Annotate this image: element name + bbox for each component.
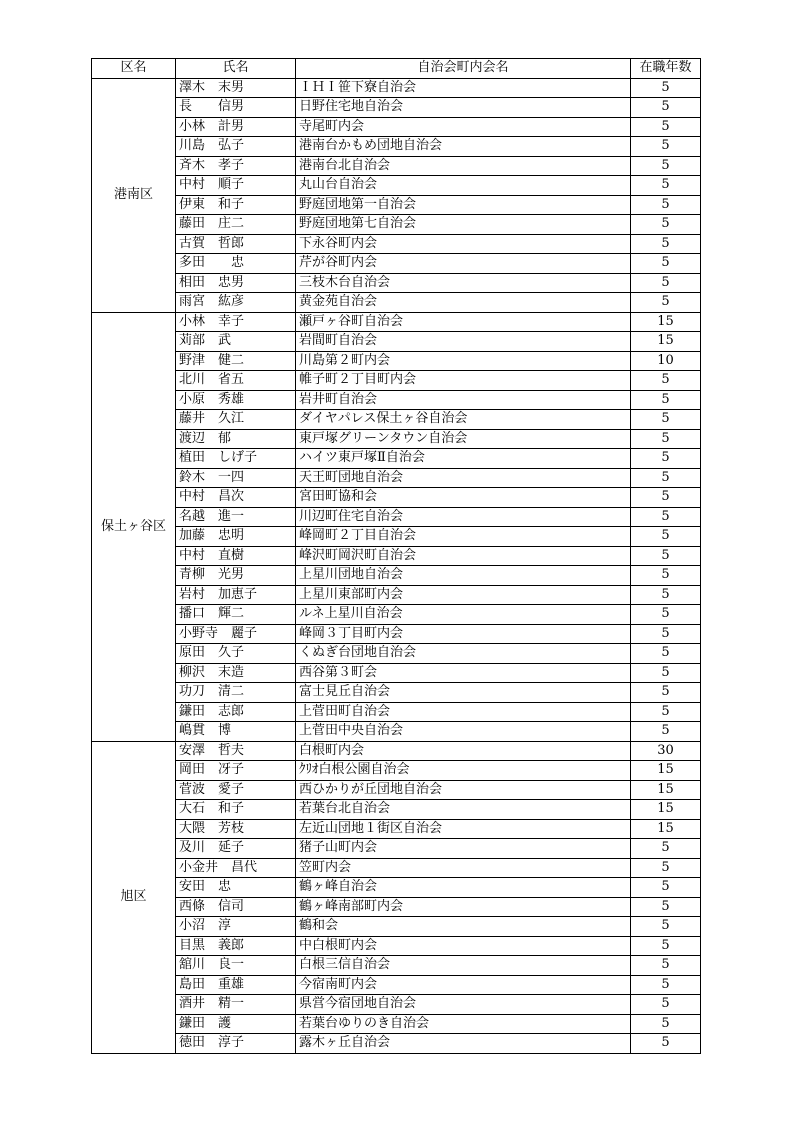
name-cell: 島田 重雄 xyxy=(176,975,296,995)
association-cell: 上菅田町自治会 xyxy=(296,702,631,722)
name-cell: 菅波 愛子 xyxy=(176,780,296,800)
table-row xyxy=(92,936,701,956)
table-row xyxy=(92,975,701,995)
association-cell: 西谷第３町会 xyxy=(296,663,631,683)
association-cell: 下永谷町内会 xyxy=(296,234,631,254)
table-row xyxy=(92,488,701,508)
table-row xyxy=(92,332,701,352)
years-cell: 5 xyxy=(631,975,701,995)
association-cell: 東戸塚グリーンタウン自治会 xyxy=(296,429,631,449)
name-cell: 多田 忠 xyxy=(176,254,296,274)
name-cell: 野津 健二 xyxy=(176,351,296,371)
name-cell: 鈴木 一四 xyxy=(176,468,296,488)
association-cell: 上星川団地自治会 xyxy=(296,566,631,586)
years-cell: 5 xyxy=(631,137,701,157)
association-cell: 富士見丘自治会 xyxy=(296,683,631,703)
table-row xyxy=(92,429,701,449)
association-cell: ルネ上星川自治会 xyxy=(296,605,631,625)
table-row xyxy=(92,858,701,878)
name-cell: 小沼 淳 xyxy=(176,917,296,937)
years-cell: 5 xyxy=(631,663,701,683)
association-cell: 岩井町自治会 xyxy=(296,390,631,410)
table-row xyxy=(92,273,701,293)
years-cell: 5 xyxy=(631,683,701,703)
association-cell: 港南台かもめ団地自治会 xyxy=(296,137,631,157)
table-row xyxy=(92,215,701,235)
table-row xyxy=(92,410,701,430)
name-cell: 及川 延子 xyxy=(176,839,296,859)
table-row xyxy=(92,468,701,488)
years-cell: 15 xyxy=(631,761,701,781)
association-cell: 野庭団地第七自治会 xyxy=(296,215,631,235)
header-name: 氏名 xyxy=(176,59,296,79)
years-cell: 5 xyxy=(631,839,701,859)
association-cell: 若葉台ゆりのき自治会 xyxy=(296,1014,631,1034)
name-cell: 藤田 庄二 xyxy=(176,215,296,235)
association-cell: 宮田町協和会 xyxy=(296,488,631,508)
association-cell: 今宿南町内会 xyxy=(296,975,631,995)
name-cell: 鎌田 護 xyxy=(176,1014,296,1034)
years-cell: 15 xyxy=(631,780,701,800)
years-cell: 5 xyxy=(631,371,701,391)
table-row xyxy=(92,293,701,313)
table-row xyxy=(92,897,701,917)
association-cell: 黄金苑自治会 xyxy=(296,293,631,313)
association-cell: 上菅田中央自治会 xyxy=(296,722,631,742)
association-cell: 左近山団地１街区自治会 xyxy=(296,819,631,839)
table-row xyxy=(92,956,701,976)
years-cell: 5 xyxy=(631,1034,701,1054)
table-row xyxy=(92,507,701,527)
header-ward: 区名 xyxy=(92,59,176,79)
association-cell: ＩＨＩ笹下寮自治会 xyxy=(296,78,631,98)
years-cell: 5 xyxy=(631,1014,701,1034)
name-cell: 藤井 久江 xyxy=(176,410,296,430)
table-row xyxy=(92,176,701,196)
years-cell: 5 xyxy=(631,176,701,196)
roster-body xyxy=(92,78,701,1053)
name-cell: 舘川 良一 xyxy=(176,956,296,976)
association-cell: 野庭団地第一自治会 xyxy=(296,195,631,215)
years-cell: 5 xyxy=(631,897,701,917)
table-row xyxy=(92,371,701,391)
association-cell: 帷子町２丁目町内会 xyxy=(296,371,631,391)
name-cell: 古賀 哲郎 xyxy=(176,234,296,254)
association-cell: ハイツ東戸塚Ⅱ自治会 xyxy=(296,449,631,469)
name-cell: 小金井 昌代 xyxy=(176,858,296,878)
association-cell: 上星川東部町内会 xyxy=(296,585,631,605)
name-cell: 渡辺 郁 xyxy=(176,429,296,449)
table-row xyxy=(92,585,701,605)
years-cell: 5 xyxy=(631,585,701,605)
name-cell: 雨宮 紘彦 xyxy=(176,293,296,313)
association-cell: 若葉台北自治会 xyxy=(296,800,631,820)
name-cell: 原田 久子 xyxy=(176,644,296,664)
table-row xyxy=(92,663,701,683)
name-cell: 北川 省五 xyxy=(176,371,296,391)
name-cell: 斉木 孝子 xyxy=(176,156,296,176)
name-cell: 加藤 忠明 xyxy=(176,527,296,547)
years-cell: 5 xyxy=(631,956,701,976)
years-cell: 5 xyxy=(631,507,701,527)
table-row xyxy=(92,254,701,274)
name-cell: 中村 順子 xyxy=(176,176,296,196)
table-row xyxy=(92,780,701,800)
name-cell: 岩村 加恵子 xyxy=(176,585,296,605)
association-cell: 天王町団地自治会 xyxy=(296,468,631,488)
association-cell: 寺尾町内会 xyxy=(296,117,631,137)
table-row xyxy=(92,137,701,157)
association-cell: 日野住宅地自治会 xyxy=(296,98,631,118)
name-cell: 酒井 精一 xyxy=(176,995,296,1015)
years-cell: 5 xyxy=(631,390,701,410)
association-cell: 岩間町自治会 xyxy=(296,332,631,352)
table-row xyxy=(92,917,701,937)
table-row xyxy=(92,546,701,566)
years-cell: 5 xyxy=(631,878,701,898)
name-cell: 岡田 冴子 xyxy=(176,761,296,781)
ward-cell: 保土ヶ谷区 xyxy=(92,312,176,741)
name-cell: 名越 進一 xyxy=(176,507,296,527)
association-cell: 芹が谷町内会 xyxy=(296,254,631,274)
years-cell: 5 xyxy=(631,254,701,274)
years-cell: 15 xyxy=(631,800,701,820)
association-cell: ダイヤパレス保土ヶ谷自治会 xyxy=(296,410,631,430)
years-cell: 15 xyxy=(631,332,701,352)
name-cell: 相田 忠男 xyxy=(176,273,296,293)
years-cell: 5 xyxy=(631,722,701,742)
years-cell: 5 xyxy=(631,527,701,547)
name-cell: 小野寺 麗子 xyxy=(176,624,296,644)
name-cell: 苅部 武 xyxy=(176,332,296,352)
years-cell: 5 xyxy=(631,624,701,644)
years-cell: 5 xyxy=(631,488,701,508)
association-cell: 川島第２町内会 xyxy=(296,351,631,371)
years-cell: 10 xyxy=(631,351,701,371)
name-cell: 小原 秀雄 xyxy=(176,390,296,410)
years-cell: 5 xyxy=(631,702,701,722)
name-cell: 小林 幸子 xyxy=(176,312,296,332)
table-row xyxy=(92,1034,701,1054)
table-row xyxy=(92,722,701,742)
header-years: 在職年数 xyxy=(631,59,701,79)
years-cell: 5 xyxy=(631,917,701,937)
association-cell: 三枝木台自治会 xyxy=(296,273,631,293)
name-cell: 大石 和子 xyxy=(176,800,296,820)
years-cell: 5 xyxy=(631,293,701,313)
years-cell: 5 xyxy=(631,546,701,566)
name-cell: 青柳 光男 xyxy=(176,566,296,586)
association-cell: 鶴ヶ峰自治会 xyxy=(296,878,631,898)
association-cell: 峰沢町岡沢町自治会 xyxy=(296,546,631,566)
table-row xyxy=(92,78,701,98)
table-row xyxy=(92,605,701,625)
name-cell: 長 信男 xyxy=(176,98,296,118)
table-row xyxy=(92,527,701,547)
name-cell: 目黒 義郎 xyxy=(176,936,296,956)
ward-cell: 港南区 xyxy=(92,78,176,312)
name-cell: 安田 忠 xyxy=(176,878,296,898)
name-cell: 柳沢 末造 xyxy=(176,663,296,683)
association-cell: 西ひかりが丘団地自治会 xyxy=(296,780,631,800)
association-cell: 白根町内会 xyxy=(296,741,631,761)
years-cell: 5 xyxy=(631,195,701,215)
years-cell: 5 xyxy=(631,644,701,664)
name-cell: 植田 しげ子 xyxy=(176,449,296,469)
association-cell: 丸山台自治会 xyxy=(296,176,631,196)
years-cell: 15 xyxy=(631,819,701,839)
name-cell: 小林 計男 xyxy=(176,117,296,137)
association-cell: 猪子山町内会 xyxy=(296,839,631,859)
name-cell: 川島 弘子 xyxy=(176,137,296,157)
years-cell: 5 xyxy=(631,78,701,98)
years-cell: 5 xyxy=(631,156,701,176)
name-cell: 大隈 芳枝 xyxy=(176,819,296,839)
ward-cell: 旭区 xyxy=(92,741,176,1053)
association-cell: 笠町内会 xyxy=(296,858,631,878)
table-row xyxy=(92,98,701,118)
years-cell: 30 xyxy=(631,741,701,761)
table-row xyxy=(92,312,701,332)
table-row xyxy=(92,644,701,664)
table-row xyxy=(92,878,701,898)
table-row xyxy=(92,1014,701,1034)
table-row xyxy=(92,839,701,859)
years-cell: 5 xyxy=(631,449,701,469)
name-cell: 徳田 淳子 xyxy=(176,1034,296,1054)
years-cell: 5 xyxy=(631,566,701,586)
years-cell: 5 xyxy=(631,995,701,1015)
table-row xyxy=(92,995,701,1015)
roster-table xyxy=(91,58,701,1054)
years-cell: 5 xyxy=(631,98,701,118)
name-cell: 西條 信司 xyxy=(176,897,296,917)
table-row xyxy=(92,819,701,839)
table-row xyxy=(92,800,701,820)
association-cell: 峰岡町２丁目自治会 xyxy=(296,527,631,547)
table-row xyxy=(92,741,701,761)
table-row xyxy=(92,761,701,781)
association-cell: 白根三信自治会 xyxy=(296,956,631,976)
years-cell: 5 xyxy=(631,468,701,488)
years-cell: 5 xyxy=(631,215,701,235)
header-association: 自治会町内会名 xyxy=(296,59,631,79)
table-row xyxy=(92,117,701,137)
name-cell: 澤木 末男 xyxy=(176,78,296,98)
association-cell: 港南台北自治会 xyxy=(296,156,631,176)
association-cell: ｸﾘｵ白根公園自治会 xyxy=(296,761,631,781)
table-row xyxy=(92,390,701,410)
table-row xyxy=(92,195,701,215)
name-cell: 中村 直樹 xyxy=(176,546,296,566)
association-cell: 露木ヶ丘自治会 xyxy=(296,1034,631,1054)
years-cell: 5 xyxy=(631,429,701,449)
header-row xyxy=(92,59,701,79)
years-cell: 5 xyxy=(631,605,701,625)
association-cell: 瀬戸ヶ谷町自治会 xyxy=(296,312,631,332)
table-row xyxy=(92,449,701,469)
association-cell: 中白根町内会 xyxy=(296,936,631,956)
table-row xyxy=(92,234,701,254)
years-cell: 5 xyxy=(631,858,701,878)
name-cell: 安澤 哲夫 xyxy=(176,741,296,761)
years-cell: 5 xyxy=(631,936,701,956)
years-cell: 5 xyxy=(631,117,701,137)
years-cell: 5 xyxy=(631,273,701,293)
table-row xyxy=(92,624,701,644)
association-cell: くぬぎ台団地自治会 xyxy=(296,644,631,664)
table-row xyxy=(92,683,701,703)
years-cell: 5 xyxy=(631,234,701,254)
name-cell: 伊東 和子 xyxy=(176,195,296,215)
name-cell: 嶋貫 博 xyxy=(176,722,296,742)
table-row xyxy=(92,702,701,722)
name-cell: 中村 昌次 xyxy=(176,488,296,508)
name-cell: 播口 輝二 xyxy=(176,605,296,625)
table-row xyxy=(92,156,701,176)
association-cell: 峰岡３丁目町内会 xyxy=(296,624,631,644)
table-row xyxy=(92,566,701,586)
name-cell: 鎌田 志郎 xyxy=(176,702,296,722)
years-cell: 15 xyxy=(631,312,701,332)
association-cell: 川辺町住宅自治会 xyxy=(296,507,631,527)
years-cell: 5 xyxy=(631,410,701,430)
table-row xyxy=(92,351,701,371)
association-cell: 県営今宿団地自治会 xyxy=(296,995,631,1015)
association-cell: 鶴ヶ峰南部町内会 xyxy=(296,897,631,917)
name-cell: 功刀 清二 xyxy=(176,683,296,703)
association-cell: 鶴和会 xyxy=(296,917,631,937)
